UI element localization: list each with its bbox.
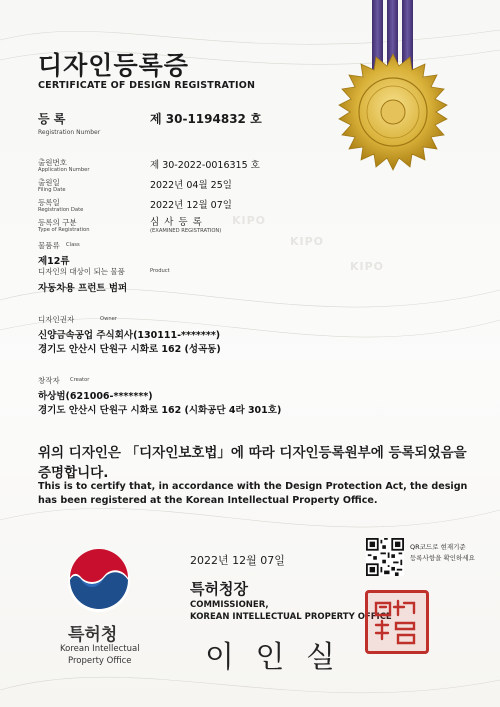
certification-en-line2: has been registered at the Korean Intellectual Property Office. [38, 495, 378, 506]
filing-date: 2022년 04월 25일 [150, 180, 232, 191]
kipo-watermark: KIPO [350, 260, 385, 273]
registration-date: 2022년 12월 07일 [150, 200, 232, 211]
qr-note-line1: QR코드로 현재기준 [410, 543, 466, 551]
commissioner-title-en-line2: KOREAN INTELLECTUAL PROPERTY OFFICE [190, 612, 392, 622]
creator-label-en: Creator [70, 377, 90, 383]
registration-type-label-en: Type of Registration [38, 227, 90, 233]
kipo-watermark: KIPO [290, 235, 325, 248]
gold-seal-icon [333, 52, 453, 172]
page-subtitle: CERTIFICATE OF DESIGN REGISTRATION [38, 80, 256, 91]
issue-date: 2022년 12월 07일 [190, 554, 285, 567]
office-name-en-line1: Korean Intellectual [60, 644, 140, 654]
stamp-seal-icon [368, 593, 426, 651]
class-label: 물품류 [38, 241, 60, 250]
registration-date-label: 등록일 [38, 198, 60, 207]
kipo-watermark: KIPO [232, 214, 267, 227]
filing-date-label: 출원일 [38, 178, 60, 187]
owner-address: 경기도 안산시 단원구 시화로 162 (성곡동) [38, 344, 221, 355]
owner-label: 디자인권자 [38, 315, 75, 324]
office-name-en-line2: Property Office [68, 656, 132, 666]
owner-label-en: Owner [100, 316, 117, 322]
product-value: 자동차용 프런트 범퍼 [38, 283, 128, 294]
product-label-en: Product [150, 268, 170, 274]
qr-note-line2: 등록사항을 확인하세요 [410, 554, 475, 562]
certification-ko-line1: 위의 디자인은 「디자인보호법」에 따라 디자인등록원부에 등록되었음을 [38, 445, 467, 461]
registration-number: 제 30-1194832 호 [150, 112, 262, 126]
certification-en-line1: This is to certify that, in accordance with the Design Protection Act, the design [38, 481, 468, 492]
filing-date-label-en: Filing Date [38, 187, 66, 193]
official-stamp [365, 590, 429, 654]
creator-label: 창작자 [38, 376, 60, 385]
certification-ko-line2: 증명합니다. [38, 465, 109, 481]
class-value: 제12류 [38, 256, 70, 267]
qr-code-icon[interactable] [366, 538, 404, 576]
application-number-label-en: Application Number [38, 167, 90, 173]
registration-type: 심 사 등 록 [150, 217, 203, 228]
registration-date-label-en: Registration Date [38, 207, 84, 213]
page-title: 디자인등록증 [38, 51, 189, 80]
product-label: 디자인의 대상이 되는 물품 [38, 267, 125, 276]
commissioner-title-ko: 특허청장 [190, 580, 248, 598]
registration-label: 등 록 [38, 112, 66, 126]
owner-name: 신양금속공업 주식회사(130111-*******) [38, 330, 221, 341]
creator-address: 경기도 안산시 단원구 시화로 162 (시화공단 4라 301호) [38, 405, 282, 416]
registration-type-en: (EXAMINED REGISTRATION) [150, 228, 222, 234]
application-number-label: 출원번호 [38, 158, 67, 167]
creator-name: 하상범(621006-*******) [38, 391, 153, 402]
class-label-en: Class [66, 242, 80, 248]
kipo-emblem-icon [66, 548, 132, 614]
application-number: 제 30-2022-0016315 호 [150, 160, 260, 171]
commissioner-title-en-line1: COMMISSIONER, [190, 600, 269, 610]
office-name-ko: 특허청 [68, 625, 118, 645]
registration-label-en: Registration Number [38, 129, 101, 136]
commissioner-signature: 이 인 실 [205, 640, 342, 675]
registration-type-label: 등록의 구분 [38, 218, 77, 227]
